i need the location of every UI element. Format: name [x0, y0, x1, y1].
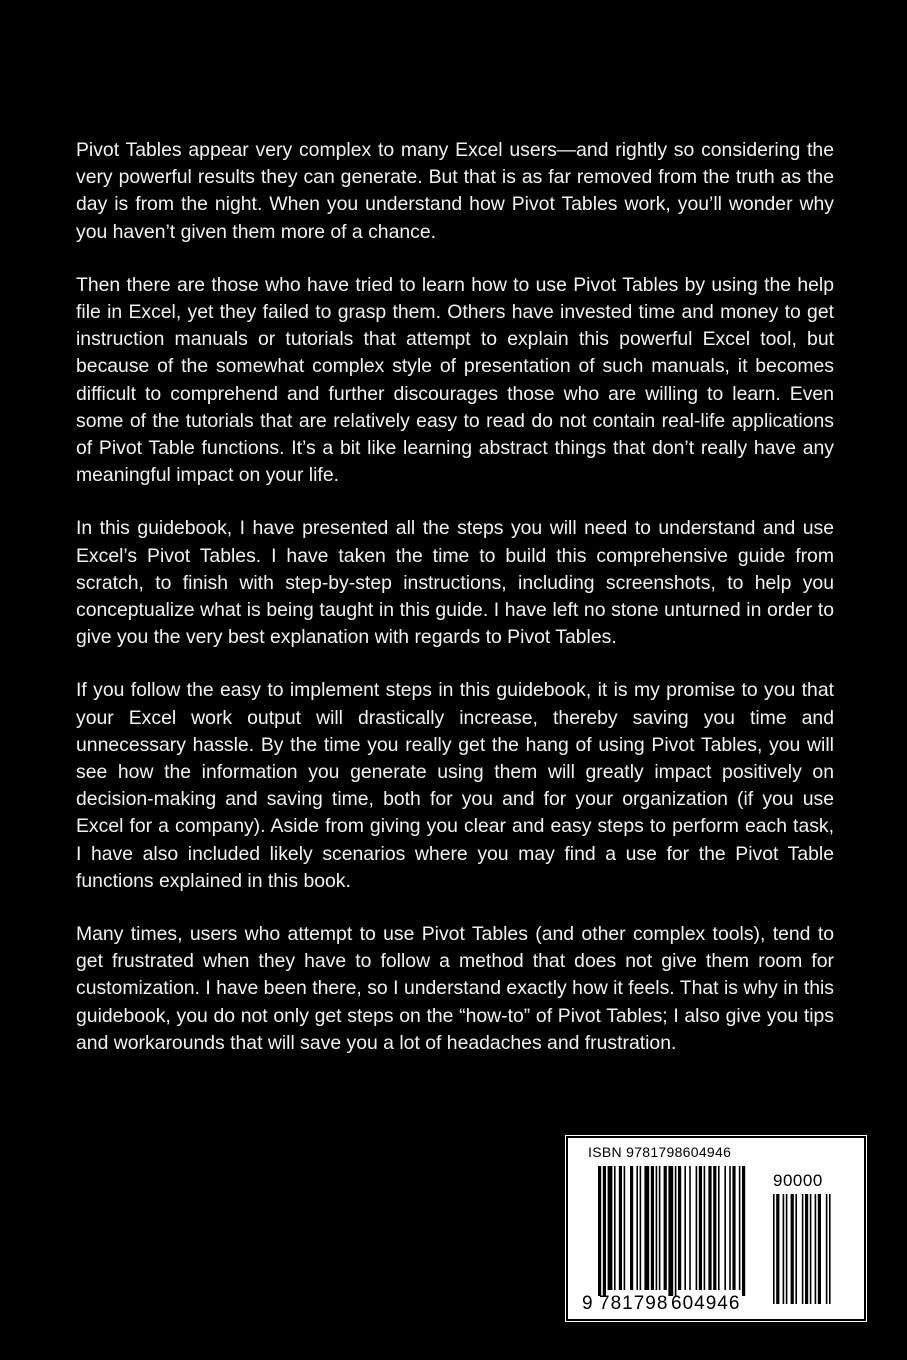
barcode-bar — [724, 1166, 726, 1290]
barcode-bar — [603, 1166, 606, 1296]
blurb-text — [76, 137, 834, 1083]
barcode-bar — [675, 1166, 677, 1296]
barcode-bar — [678, 1166, 681, 1290]
barcode-bar — [656, 1166, 658, 1290]
barcode-bar — [668, 1166, 673, 1296]
barcode-bar — [619, 1166, 622, 1290]
addon-bar — [773, 1194, 775, 1304]
isbn-label: ISBN 9781798604946 — [588, 1144, 732, 1160]
barcode-bar — [640, 1166, 642, 1290]
addon-bar — [783, 1194, 785, 1304]
barcode-bar — [696, 1166, 698, 1290]
addon-bar — [810, 1194, 812, 1304]
blurb-paragraph-3: In this guidebook, I have presented all the steps you will need to understand and use Excel’s Pivot Tables. I have taken the time to build this comprehensive guide from scratch, to finish with step-by-step instructions, including screenshots, to help you conceptualize what is being taught in this guide. I have left no stone unturned in order to give you the very best explanation with regards to Pivot Tables. — [76, 517, 834, 649]
addon-bar — [815, 1194, 817, 1304]
barcode-bar — [689, 1166, 691, 1290]
barcode-bars — [568, 1138, 864, 1319]
barcode-bar — [699, 1166, 702, 1290]
addon-bar — [826, 1194, 828, 1304]
barcode-left-digits: 781798 — [599, 1293, 669, 1314]
barcode-bar — [739, 1166, 741, 1290]
barcode-bar — [598, 1166, 601, 1296]
barcode-bar — [718, 1166, 720, 1290]
addon-bar — [829, 1194, 831, 1304]
addon-bar — [818, 1194, 821, 1304]
addon-bar — [791, 1194, 794, 1304]
addon-bar — [795, 1194, 797, 1304]
barcode-bar — [630, 1166, 633, 1290]
barcode-bar — [729, 1166, 731, 1290]
barcode-bar — [651, 1166, 654, 1290]
blurb-paragraph-1: Pivot Tables appear very complex to many Excel users—and rightly so considering the very powerful results they can generate. But that is as far removed from the truth as the day is from the night. When you understand how Pivot Tables work, you’ll wonder why you haven’t given them more of a chance. — [76, 139, 834, 243]
barcode-bar — [624, 1166, 626, 1290]
barcode-right-digits: 604946 — [671, 1293, 741, 1314]
barcode-bar — [708, 1166, 711, 1290]
blurb-paragraph-5: Many times, users who attempt to use Pivot Tables (and other complex tools), tend to get frustrated when they have to follow a method that does not give them room for customization. I have been there, so I understand exactly how it feels. That is why in this guidebook, you do not only get steps on the “how-to” of Pivot Tables; I also give you tips and workarounds that will save you a lot of headaches and frustration. — [76, 923, 834, 1054]
barcode-lead-digit: 9 — [582, 1293, 593, 1314]
barcode-bar — [704, 1166, 706, 1290]
barcode-bar — [664, 1166, 667, 1290]
addon-bar — [802, 1194, 804, 1304]
barcode-bar — [732, 1166, 735, 1290]
price-addon-number: 90000 — [773, 1171, 823, 1190]
addon-bar — [805, 1194, 808, 1304]
barcode-bar — [659, 1166, 661, 1290]
barcode-bar — [636, 1166, 638, 1290]
barcode-bar — [644, 1166, 649, 1290]
isbn-barcode — [566, 1136, 866, 1321]
blurb-paragraph-2: Then there are those who have tried to learn how to use Pivot Tables by using the help file in Excel, yet they failed to grasp them. Others have invested time and money to get instruction manuals or tutorials that attempt to explain this powerful Excel tool, but because of the somewhat complex style of presentation of such manuals, it becomes difficult to comprehend and further discourages those who are willing to learn. Even some of the tutorials that are relatively easy to read do not contain real-life applications of Pivot Table functions. It’s a bit like learning abstract things that don’t really have any meaningful impact on your life. — [76, 273, 834, 487]
barcode-bar — [713, 1166, 716, 1290]
barcode-bar — [742, 1166, 745, 1296]
barcode-bar — [614, 1166, 616, 1290]
barcode-bar — [684, 1166, 686, 1290]
barcode-bar — [608, 1166, 613, 1290]
blurb-paragraph-4: If you follow the easy to implement steps in this guidebook, it is my promise to you that your Excel work output will drastically increase, thereby saving you time and unnecessary hassle. By the time you really get the hang of using Pivot Tables, you will see how the information you generate using them will greatly impact positively on decision-making and saving time, both for you and for your organization (if you use Excel for a company). Aside from giving you clear and easy steps to perform each task, I have also included likely scenarios where you may find a use for the Pivot Table functions explained in this book. — [76, 679, 834, 892]
addon-bar — [776, 1194, 779, 1304]
addon-bar — [786, 1194, 788, 1304]
